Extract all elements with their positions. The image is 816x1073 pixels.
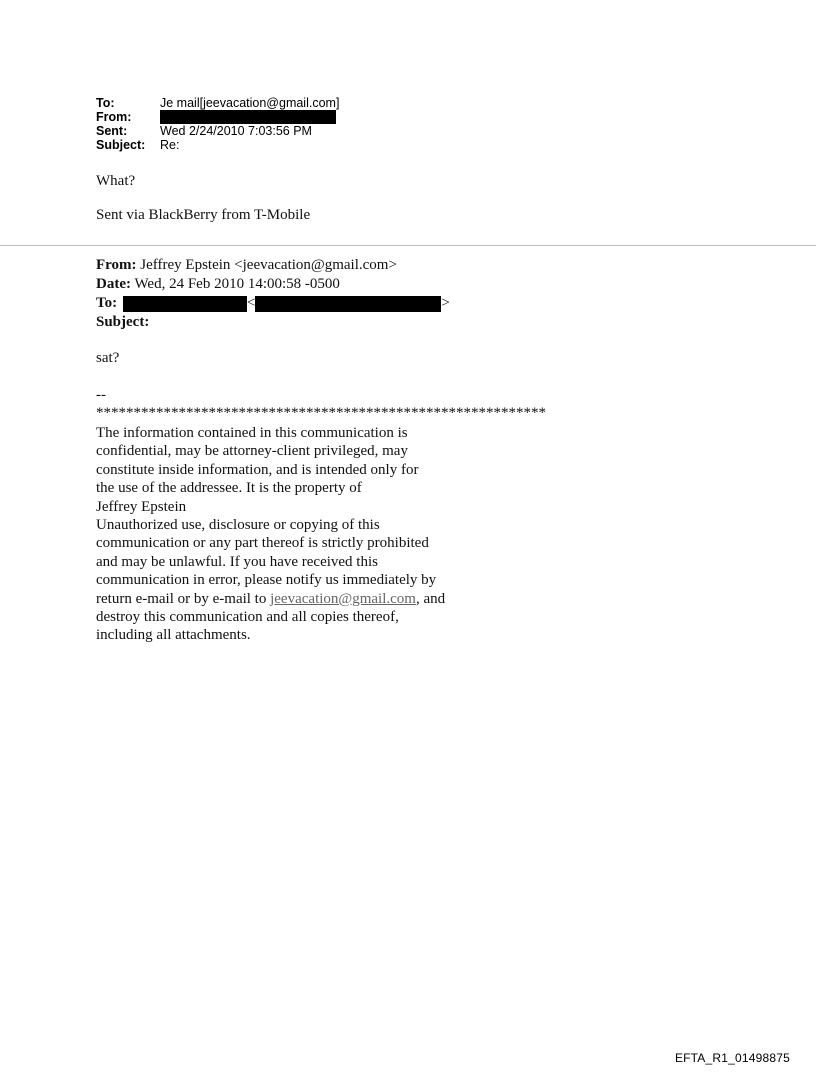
disclaimer-line: Unauthorized use, disclosure or copying of this [96, 517, 380, 534]
quoted-from-value: Jeffrey Epstein <jeevacation@gmail.com> [140, 257, 397, 273]
quoted-header [96, 256, 450, 332]
redaction-box [123, 296, 247, 312]
quoted-subject-row [96, 313, 450, 332]
quoted-subject-label: Subject: [96, 314, 150, 330]
disclaimer-line: the use of the addressee. It is the property of [96, 480, 362, 497]
email-link[interactable]: jeevacation@gmail.com [270, 590, 416, 607]
disclaimer-line: including all attachments. [96, 627, 251, 644]
from-value-redacted [160, 109, 336, 124]
disclaimer-line-pre: return e-mail or by e-mail to [96, 590, 271, 607]
disclaimer-line: communication in error, please notify us immediately by [96, 572, 437, 589]
sig-stars: ************************************************************ [96, 405, 546, 421]
redaction-box [160, 110, 336, 124]
quoted-body: sat? [96, 350, 120, 366]
disclaimer-line: constitute inside information, and is intended only for [96, 461, 419, 478]
disclaimer-line: Jeffrey Epstein [96, 498, 187, 515]
document-id: EFTA_R1_01498875 [674, 1051, 790, 1065]
reply-body: What? [96, 173, 136, 189]
disclaimer [96, 424, 556, 645]
to-value: Je mail[jeevacation@gmail.com] [160, 96, 340, 110]
quoted-to-close-bracket: > [441, 295, 450, 311]
quoted-to-row [96, 294, 450, 313]
disclaimer-line-post: , and [415, 590, 446, 607]
quoted-to-label: To: [96, 295, 118, 311]
divider [0, 245, 816, 246]
sent-label: Sent: [96, 124, 128, 138]
signature-separator [96, 386, 546, 422]
quoted-from-label: From: [96, 257, 137, 273]
disclaimer-line [96, 590, 556, 608]
from-label: From: [96, 110, 132, 124]
disclaimer-line: communication or any part thereof is strictly prohibited [96, 535, 429, 552]
quoted-date-row [96, 275, 450, 294]
reply-signature: Sent via BlackBerry from T-Mobile [96, 207, 311, 223]
disclaimer-line: destroy this communication and all copies thereof, [96, 609, 399, 626]
disclaimer-line: The information contained in this communication is [96, 425, 408, 441]
quoted-date-value: Wed, 24 Feb 2010 14:00:58 -0500 [134, 276, 340, 292]
sent-value: Wed 2/24/2010 7:03:56 PM [160, 124, 312, 138]
subject-label: Subject: [96, 138, 146, 152]
to-label: To: [96, 96, 115, 110]
disclaimer-line: and may be unlawful. If you have received this [96, 553, 378, 570]
quoted-from-row [96, 256, 450, 275]
disclaimer-line: confidential, may be attorney-client privileged, may [96, 443, 408, 460]
subject-value: Re: [160, 138, 180, 152]
quoted-date-label: Date: [96, 276, 131, 292]
quoted-to-open-bracket: < [246, 295, 256, 311]
sig-dashes: -- [96, 387, 106, 403]
redaction-box [255, 296, 441, 312]
